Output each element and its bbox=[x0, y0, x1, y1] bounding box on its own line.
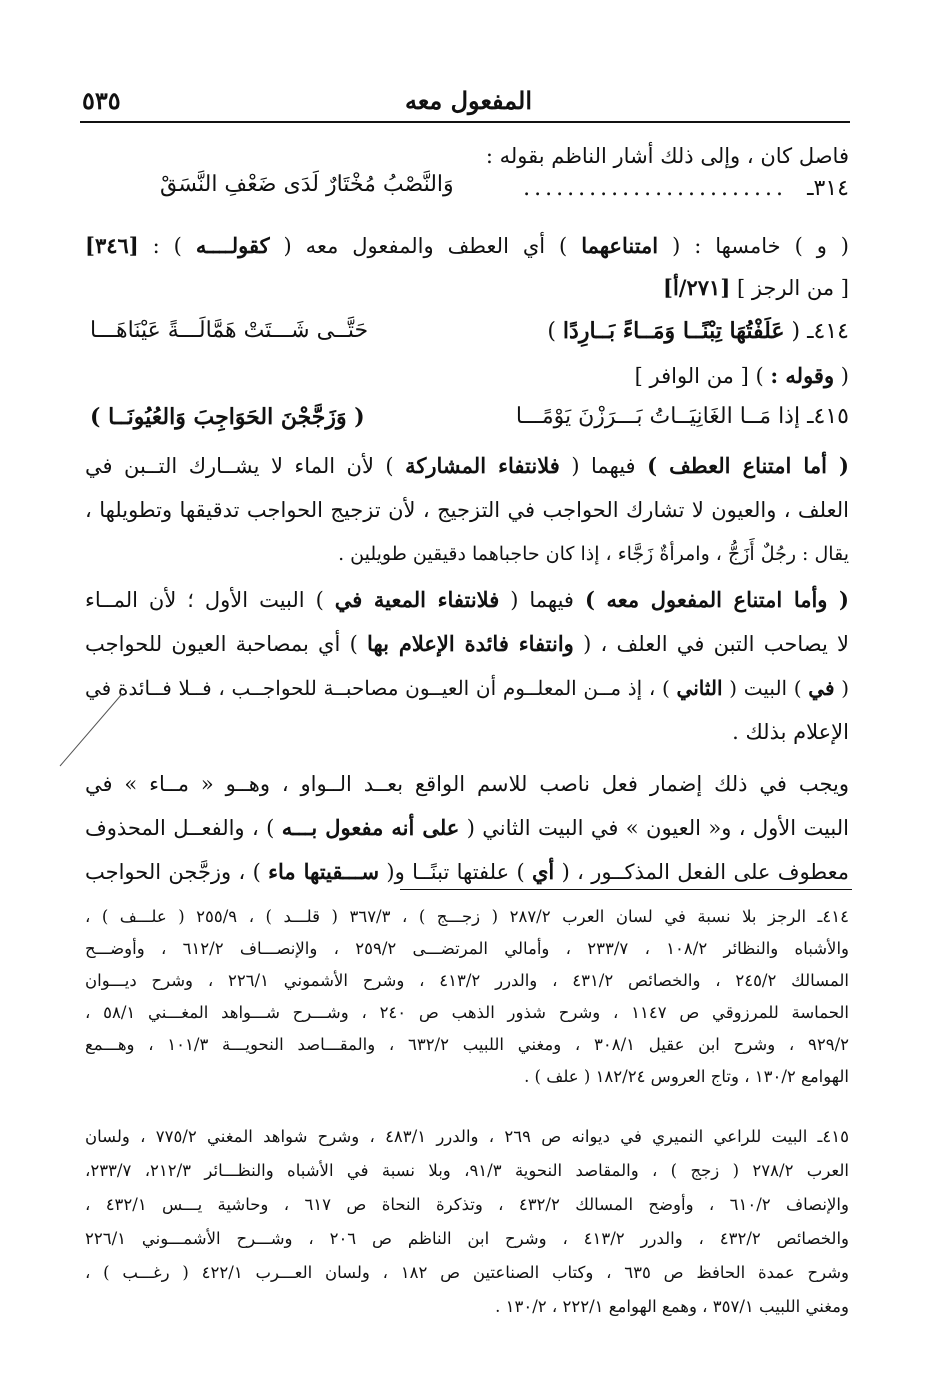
hemistich-1: إذا مَــا الغَانِيَــاتُ بَـــرَزْنَ يَوْمًـــا bbox=[515, 404, 801, 429]
footnote-414-line-4: الحماسة للمرزوقي ص ١١٤٧ ، وشرح شذور الذهب ص ٢٤٠ ، وشـــرح شـــواهد المغـــني ٥٨/١ ، bbox=[85, 1003, 850, 1022]
text: لا يصاحب التبن في العلف ، ( bbox=[583, 632, 850, 656]
bold-term: امتناعهما bbox=[581, 233, 659, 258]
text: ) أي العطف والمفعول معه ( bbox=[283, 234, 568, 258]
para2-line-1 bbox=[85, 586, 849, 614]
para3-line-2 bbox=[85, 814, 849, 842]
meter-note: ) [ من الوافر ] bbox=[634, 364, 764, 388]
footnote-415-line-2: العرب ٢٧٨/٢ ( زجج ) ، والمقاصد النحوية ٩١/٣، وبلا نسبة في الأشباه والنظـــائر ٢١٢/٣، ٢٣٣/٧، bbox=[85, 1161, 849, 1180]
footnote-414-line-1: ٤١٤ـ الرجز بلا نسبة في لسان العرب ٢٨٧/٢ ( زجـــج ) ، ٣٦٧/٣ ( قلـــد ) ، ٢٥٥/٩ ( علـــف ) ، bbox=[85, 907, 849, 926]
body-line-4 bbox=[85, 274, 849, 302]
verse-314-dots: ........................ bbox=[523, 176, 787, 201]
text: ( bbox=[841, 676, 850, 700]
verse-414-left: حَتَّــى شَـــتَتْ هَمَّالَـــةً عَيْنَاهَـــا bbox=[90, 318, 369, 343]
para1-line-2: العلف ، والعيون لا تشارك الحواجب في التزجيج ، لأن تزجيج الحواجب تدقيقها وتطويلها ، bbox=[85, 498, 849, 522]
bold-term: وقوله : bbox=[770, 363, 835, 388]
verse-314-number: ٣١٤ـ bbox=[807, 176, 849, 201]
text: ) البيت ( bbox=[729, 676, 802, 700]
footnote-415-line-6: ومغني اللبيب ٣٥٧/١ ، وهمع الهوامع ٢٢٢/١ ، ١٣٠/٢ . bbox=[495, 1297, 849, 1316]
footnote-414-line-6: الهوامع ١٣٠/٢ ، وتاج العروس ١٨٢/٢٤ ( علف ) . bbox=[524, 1067, 849, 1086]
text: البيت الأول ، و« العيون » في البيت الثاني ( bbox=[466, 816, 850, 840]
body-line-6 bbox=[85, 362, 849, 390]
footnote-414-line-2: والأشباه والنظائر ١٠٨/٢ ، ٢٣٣/٧ ، وأمالي المرتضـــى ٢٥٩/٢ ، والإنصـــاف ٦١٢/٢ ، وأوضـــح bbox=[85, 939, 849, 958]
footnote-415-line-5: وشرح عمدة الحافظ ص ٦٣٥ ، وكتاب الصناعتين ص ١٨٢ ، ولسان العـــرب ٤٢٢/١ ( رغـــب ) ، bbox=[85, 1263, 850, 1282]
text: ) البيت الأول ؛ لأن المــاء bbox=[85, 588, 324, 612]
bold-term: فلانتفاء المعية في bbox=[334, 587, 500, 612]
bold-term: ســـقيتها ماء bbox=[268, 859, 380, 884]
verse-number: ٤١٥ـ bbox=[807, 404, 849, 429]
bold-term: وانتفاء فائدة الإعلام بها bbox=[367, 631, 574, 656]
bold-term: فلانتفاء المشاركة bbox=[405, 453, 560, 478]
bold-term: في bbox=[808, 676, 835, 700]
header-rule bbox=[80, 121, 850, 123]
bold-term: الثاني bbox=[676, 676, 723, 700]
body-line-3 bbox=[85, 232, 849, 260]
footnote-414-line-3: المسالك ٢٤٥/٢ ، والخصائص ٤٣١/٢ ، والدرر ٤١٣/٢ ، وشرح الأشموني ٢٢٦/١ ، وشرح ديـــوان bbox=[85, 971, 849, 990]
pen-stroke-mark bbox=[56, 690, 126, 770]
footnote-415-line-4: والخصائص ٤٣٢/٢ ، والدرر ٤١٣/٢ ، وشرح ابن الناظم ص ٢٠٦ ، وشـــرح الأشمـــوني ٢٢٦/١ bbox=[85, 1229, 849, 1248]
footnote-415-line-1: ٤١٥ـ البيت للراعي النميري في ديوانه ص ٢٦٩ ، والدرر ٤٨٣/١ ، وشرح شواهد المغني ٧٧٥/٢ ، ولسان bbox=[85, 1127, 849, 1146]
footnote-415-line-3: والإنصاف ٦١٠/٢ ، وأوضح المسالك ٤٣٢/٢ ، وتذكرة النحاة ص ٦١٧ ، وحاشية يـــس ٤٣٢/١ ، bbox=[85, 1195, 849, 1214]
body-line-1: فاصل كان ، وإلى ذلك أشار الناظم بقوله : bbox=[485, 144, 849, 168]
text: ) ، وزجَّجن الحواجب bbox=[85, 860, 261, 884]
text: ) ، والفعــل المحذوف bbox=[85, 816, 275, 840]
para1-line-3: يقال : رجُلٌ أَزَجُّ ، وامرأةٌ زَجَّاء ، إذا كان حاجباهما دقيقين طويلين . bbox=[338, 543, 849, 565]
para1-line-1 bbox=[85, 452, 849, 480]
para2-line-2 bbox=[85, 630, 849, 658]
verse-415-left: ( وَزَجَّجْنَ الحَوَاجِبَ وَالعُيُونَــا ) bbox=[90, 404, 365, 430]
text: ( bbox=[840, 364, 849, 388]
bold-term: على أنه مفعول بـــه bbox=[281, 815, 460, 840]
manuscript-ref: [٢٧١/أ] bbox=[663, 275, 731, 300]
page-number: ٥٣٥ bbox=[82, 86, 121, 115]
text: ( و ) خامسها : ( bbox=[672, 234, 849, 258]
bold-term: ( وأما امتناع المفعول معه ) bbox=[584, 587, 849, 612]
para3-line-3 bbox=[85, 858, 849, 886]
bold-term: كقولــــه bbox=[195, 233, 270, 258]
meter-note: [ من الرجز ] bbox=[736, 276, 849, 300]
running-header-title: المفعول معه bbox=[404, 86, 533, 115]
verse-414-right bbox=[547, 318, 849, 344]
paren: ) bbox=[547, 319, 556, 344]
para2-line-3 bbox=[85, 674, 849, 702]
text: معطوف على الفعل المذكــور ، ( bbox=[561, 860, 849, 884]
text: ) : bbox=[152, 234, 182, 258]
para2-line-4: الإعلام بذلك . bbox=[732, 720, 849, 744]
manuscript-ref: [٣٤٦] bbox=[85, 233, 139, 258]
verse-number: ٤١٤ـ ( bbox=[791, 319, 849, 344]
text: ) لأن الماء لا يشــارك التــبن في bbox=[85, 454, 394, 478]
text: ) أي بمصاحبة العيون للحواجب bbox=[85, 632, 358, 656]
text: ) ، إذ مــن المعلــوم أن العيــون مصاحبــة للحواجــب ، فــلا فــائدة في bbox=[85, 676, 670, 700]
footnote-rule bbox=[400, 889, 852, 890]
text: ) علفتها تبنًــا و( bbox=[386, 860, 525, 884]
verse-314-hemistich: وَالنَّصْبُ مُخْتَارٌ لَدَى ضَعْفِ النَّسَقْ bbox=[160, 172, 454, 197]
text: فيهما ( bbox=[510, 588, 574, 612]
verse-415-right bbox=[516, 404, 849, 429]
bold-term: أي bbox=[531, 859, 555, 884]
para3-line-1: ويجب في ذلك إضمار فعل ناصب للاسم الواقع بعــد الــواو ، وهــو « مــاء » في bbox=[85, 772, 849, 796]
footnote-414-line-5: ٩٢٩/٢ ، وشرح ابن عقيل ٣٠٨/١ ، ومغني اللبيب ٦٣٢/٢ ، والمقـــاصد النحويـــة ١٠١/٣ ، وهـــمع bbox=[85, 1035, 849, 1054]
bold-term: ( أما امتناع العطف ) bbox=[647, 453, 849, 478]
hemistich-1: عَلَفْتُهَا تِبْنًــا وَمَــاءً بَــارِدًا bbox=[562, 318, 785, 344]
text: فيهما ( bbox=[571, 454, 636, 478]
